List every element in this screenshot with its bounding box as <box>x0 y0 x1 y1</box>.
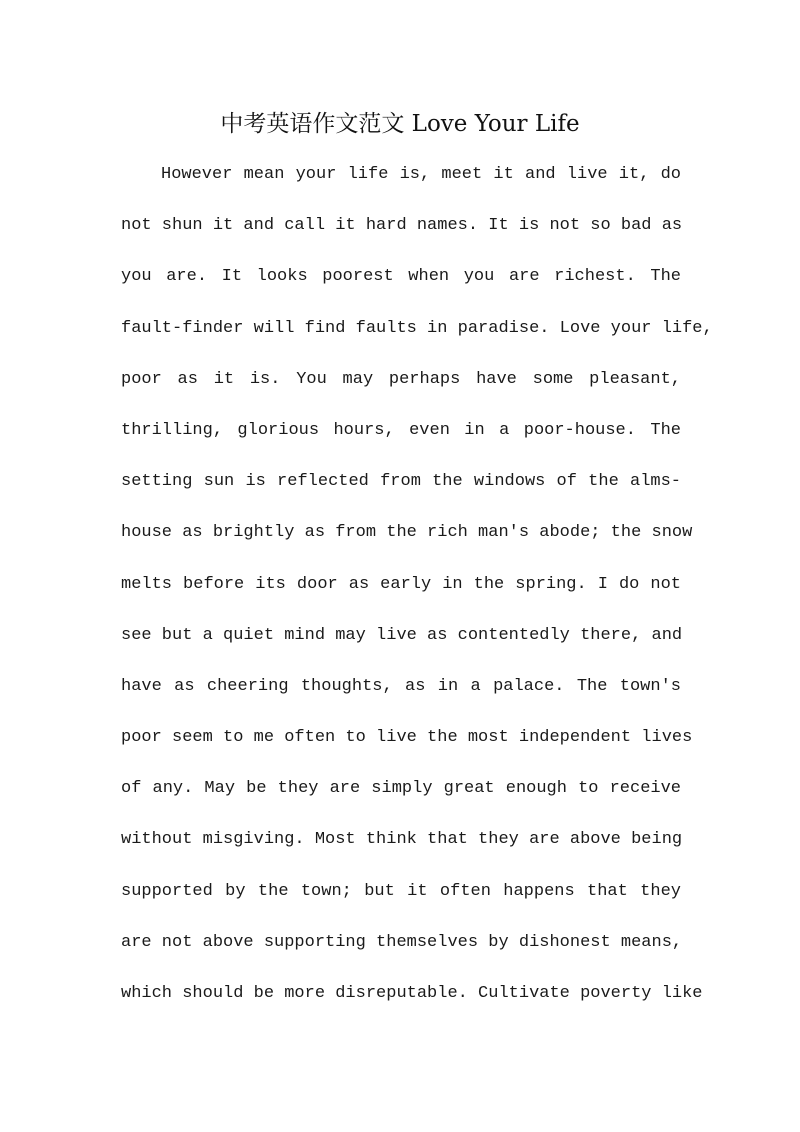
paragraph-line: see but a quiet mind may live as contentedly there, and <box>121 625 683 645</box>
paragraph-line: However mean your life is, meet it and live it, do <box>161 165 681 184</box>
paragraph-line: poor seem to me often to live the most independent lives <box>121 728 693 748</box>
paragraph-line: melts before its door as early in the spring. I do not <box>121 574 681 594</box>
paragraph-line: house as brightly as from the rich man's abode; the snow <box>121 523 693 543</box>
paragraph-line: supported by the town; but it often happens that they <box>121 881 681 901</box>
paragraph-line: which should be more disreputable. Cultivate poverty like <box>121 984 703 1003</box>
paragraph-line: have as cheering thoughts, as in a palace. The town's <box>121 676 681 696</box>
paragraph-line: thrilling, glorious hours, even in a poor-house. The <box>121 420 681 440</box>
paragraph-line: fault-finder will find faults in paradise. Love your life, <box>121 318 713 338</box>
document-title: 中考英语作文范文 Love Your Life <box>220 111 580 137</box>
paragraph-line: not shun it and call it hard names. It is not so bad as <box>121 216 683 236</box>
paragraph-line: of any. May be they are simply great enough to receive <box>121 779 681 799</box>
essay-paragraph <box>121 155 713 1025</box>
paragraph-line: without misgiving. Most think that they are above being <box>121 830 683 850</box>
paragraph-line: you are. It looks poorest when you are richest. The <box>121 267 681 287</box>
paragraph-line: are not above supporting themselves by dishonest means, <box>121 932 683 952</box>
paragraph-line: setting sun is reflected from the windows of the alms- <box>121 472 681 492</box>
paragraph-line: poor as it is. You may perhaps have some pleasant, <box>121 369 681 389</box>
